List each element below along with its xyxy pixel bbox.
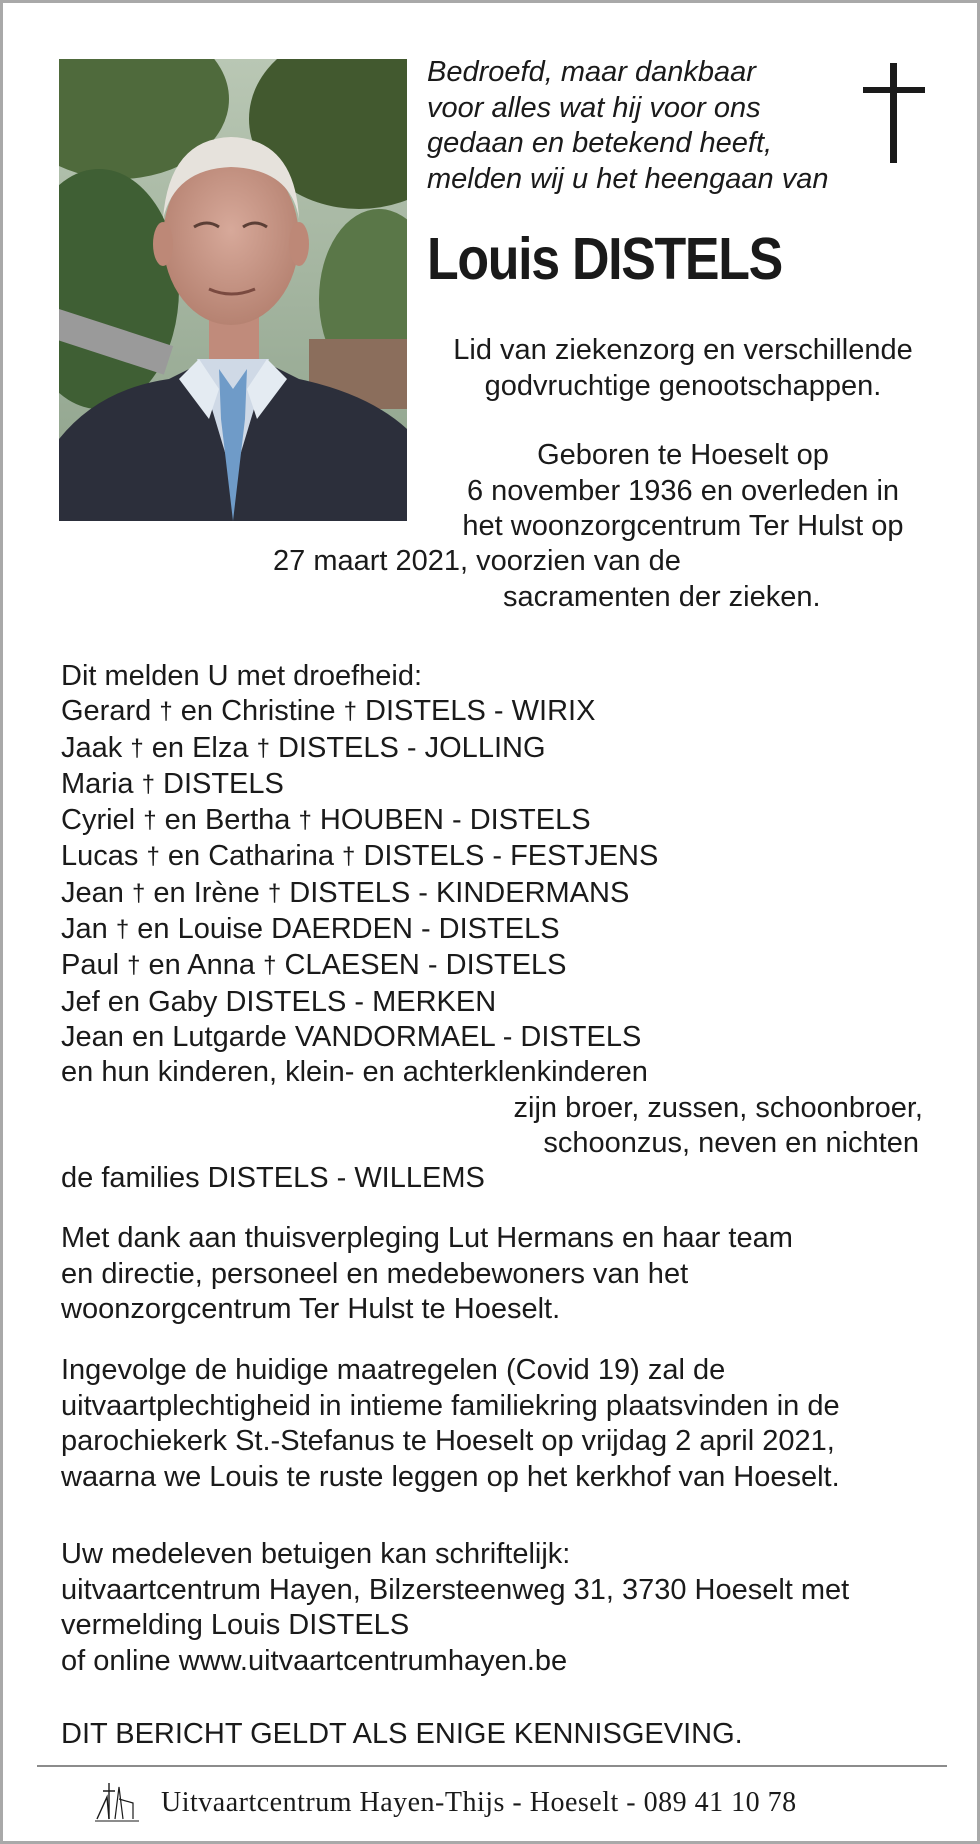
partner-first-name: Lutgarde (172, 1020, 287, 1053)
notice-text: DIT BERICHT GELDT ALS ENIGE KENNISGEVING. (61, 1718, 743, 1750)
deceased-dagger-icon: † (343, 698, 357, 726)
partner-first-name: Gaby (148, 985, 218, 1018)
family-member-row (61, 948, 941, 984)
condolence-line: vermelding Louis DISTELS (61, 1609, 410, 1641)
first-name: Jean (61, 876, 124, 909)
family-rows (61, 694, 941, 1055)
intro-line: melden wij u het heengaan van (427, 162, 829, 195)
intro-line: Bedroefd, maar dankbaar (427, 56, 756, 88)
partner-first-name: Irène (193, 876, 260, 909)
deceased-dagger-icon: † (115, 916, 130, 944)
first-name: Jan (61, 913, 108, 946)
ceremony-line: waarna we Louis te ruste leggen op het kerkhof van Hoeselt. (61, 1460, 840, 1493)
membership-line: Lid van ziekenzorg en verschillende (453, 334, 913, 366)
thanks-line: en directie, personeel en medebewoners van het (61, 1257, 689, 1290)
conjunction: en (137, 913, 170, 946)
ceremony-line: uitvaartplechtigheid in intieme familiekring plaatsvinden in de (61, 1389, 840, 1422)
birth-death-text (273, 438, 953, 613)
family-surname: VANDORMAEL - DISTELS (294, 1020, 642, 1053)
thanks-line: woonzorgcentrum Ter Hulst te Hoeselt. (61, 1293, 561, 1325)
family-surname: DISTELS - MERKEN (225, 985, 497, 1018)
birth-line: Geboren te Hoeselt op (537, 439, 829, 471)
family-member-row (61, 694, 941, 730)
conjunction: en (167, 840, 201, 873)
family-member-row (61, 912, 941, 948)
deceased-dagger-icon: † (159, 698, 173, 726)
family-list (61, 659, 941, 1196)
footer (93, 1779, 933, 1827)
latin-cross-icon (863, 63, 925, 163)
intro-text (427, 55, 867, 197)
conjunction: en (107, 985, 141, 1018)
family-surname: CLAESEN - DISTELS (284, 949, 567, 982)
deceased-name: Louis DISTELS (427, 226, 782, 292)
birth-line: sacramenten der zieken. (503, 581, 821, 613)
footer-text: Uitvaartcentrum Hayen-Thijs - Hoeselt - 089 41 10 78 (161, 1787, 797, 1818)
deceased-dagger-icon: † (131, 879, 146, 907)
conjunction: en (131, 1020, 165, 1053)
partner-first-name: Elza (192, 731, 249, 764)
birth-line: 6 november 1936 en overleden in (466, 474, 900, 507)
conjunction: en (153, 876, 186, 909)
deceased-dagger-icon: † (130, 734, 144, 762)
condolence-line: uitvaartcentrum Hayen, Bilzersteenweg 31, 3730 Hoeselt met (61, 1573, 850, 1606)
condolence-line: of online www.uitvaartcentrumhayen.be (61, 1644, 568, 1677)
deceased-dagger-icon: † (256, 734, 270, 762)
first-name: Jef (61, 985, 100, 1018)
family-member-row (61, 1020, 941, 1055)
ceremony-line: parochiekerk St.-Stefanus te Hoeselt op vrijdag 2 april 2021, (61, 1425, 835, 1457)
first-name: Jaak (61, 731, 123, 764)
family-surname: DISTELS - FESTJENS (363, 840, 659, 873)
family-member-row (61, 985, 941, 1020)
thanks-line: Met dank aan thuisverpleging Lut Hermans en haar team (61, 1222, 793, 1254)
membership-text (413, 333, 953, 404)
deceased-dagger-icon: † (143, 807, 157, 835)
family-member-row (61, 731, 941, 767)
conjunction: en (151, 731, 185, 764)
first-name: Lucas (61, 840, 139, 873)
condolence-text (61, 1537, 941, 1679)
conjunction: en (180, 695, 214, 728)
deceased-dagger-icon: † (263, 952, 277, 980)
family-member-row (61, 839, 941, 875)
deceased-dagger-icon: † (141, 770, 155, 798)
portrait-photo (59, 59, 407, 521)
footer-divider (37, 1765, 947, 1767)
first-name: Maria (61, 767, 134, 800)
ceremony-line: Ingevolge de huidige maatregelen (Covid 19) zal de (61, 1354, 726, 1386)
condolence-line: Uw medeleven betuigen kan schriftelijk: (61, 1538, 571, 1570)
families-line: de families DISTELS - WILLEMS (61, 1162, 485, 1195)
family-member-row (61, 767, 941, 803)
family-surname: DISTELS - KINDERMANS (289, 876, 630, 909)
deceased-dagger-icon: † (146, 843, 160, 871)
thanks-text (61, 1221, 941, 1328)
deceased-dagger-icon: † (267, 879, 282, 907)
deceased-dagger-icon: † (127, 952, 141, 980)
intro-line: gedaan en betekend heeft, (427, 127, 773, 159)
family-surname: DISTELS (163, 767, 284, 800)
partner-first-name: Bertha (204, 804, 291, 837)
first-name: Jean (61, 1020, 124, 1053)
family-header: Dit melden U met droefheid: (61, 660, 423, 692)
first-name: Cyriel (61, 804, 136, 837)
family-member-row (61, 876, 941, 912)
family-surname: DISTELS - JOLLING (277, 731, 546, 764)
membership-line: godvruchtige genootschappen. (484, 369, 882, 402)
relation-line: schoonzus, neven en nichten (543, 1126, 919, 1159)
ceremony-text (61, 1353, 941, 1495)
deceased-dagger-icon: † (342, 843, 356, 871)
birth-line: het woonzorgcentrum Ter Hulst op (462, 510, 904, 542)
partner-first-name: Louise (177, 913, 264, 946)
family-surname: HOUBEN - DISTELS (319, 804, 591, 837)
family-member-row (61, 803, 941, 839)
kids-line: en hun kinderen, klein- en achterklenkinderen (61, 1056, 648, 1089)
conjunction: en (148, 949, 181, 982)
first-name: Gerard (61, 695, 152, 728)
relation-line: zijn broer, zussen, schoonbroer, (513, 1091, 923, 1124)
family-surname: DAERDEN - DISTELS (271, 913, 560, 946)
funeral-home-logo-icon (93, 1779, 141, 1823)
family-surname: DISTELS - WIRIX (365, 695, 596, 728)
partner-first-name: Anna (187, 949, 255, 982)
partner-first-name: Christine (221, 695, 336, 728)
deceased-dagger-icon: † (298, 807, 312, 835)
partner-first-name: Catharina (208, 840, 334, 873)
first-name: Paul (61, 949, 120, 982)
birth-line: 27 maart 2021, voorzien van de (273, 545, 681, 577)
intro-line: voor alles wat hij voor ons (427, 91, 761, 124)
conjunction: en (164, 804, 197, 837)
